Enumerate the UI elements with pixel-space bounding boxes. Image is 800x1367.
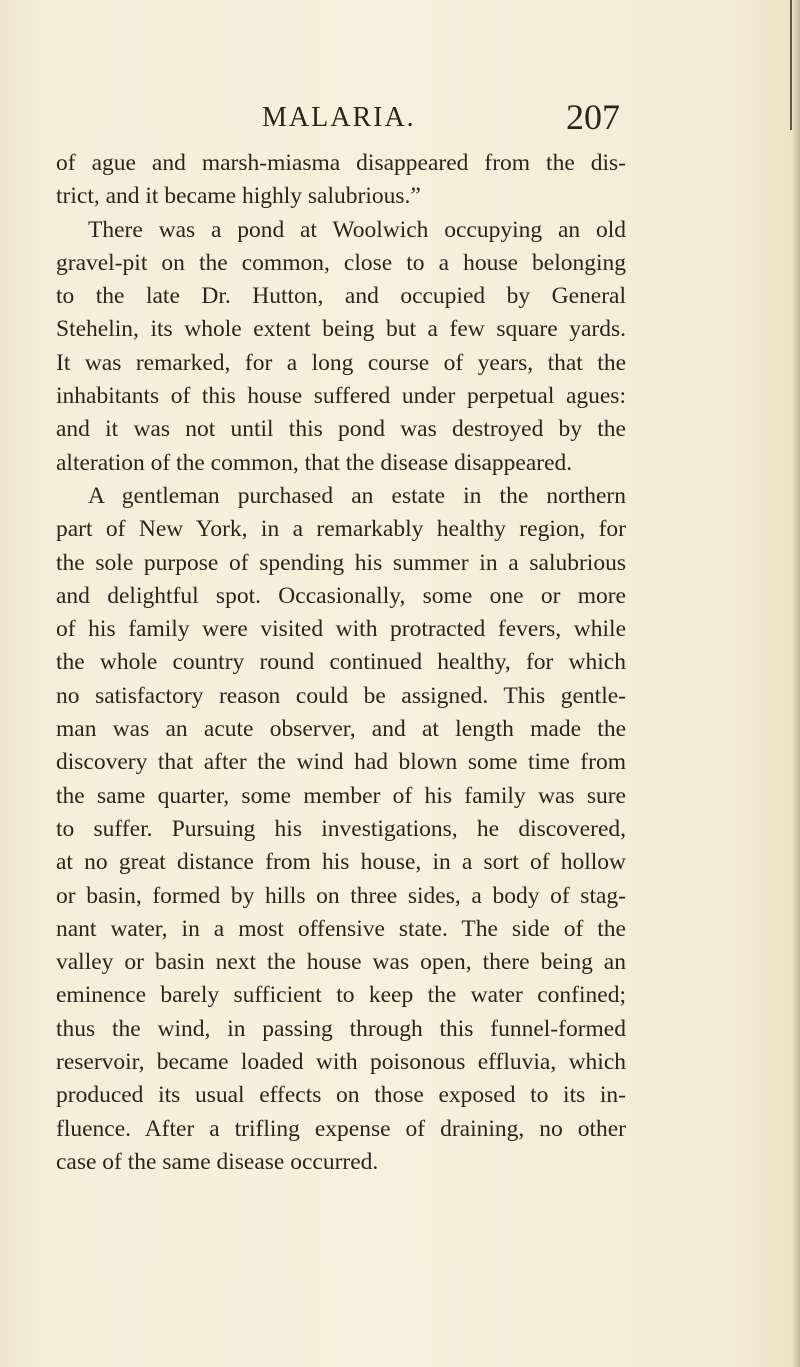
text-line: produced its usual effects on those exposed to its in-: [56, 1082, 626, 1109]
text-line: thus the wind, in passing through this funnel-formed: [56, 1015, 626, 1042]
text-line: Stehelin, its whole extent being but a few square yards.: [56, 316, 626, 343]
page-header: [0, 98, 800, 138]
text-line: case of the same disease occurred.: [56, 1148, 379, 1175]
text-line: reservoir, became loaded with poisonous effluvia, which: [56, 1049, 626, 1076]
text-line: gravel-pit on the common, close to a house belonging: [56, 249, 626, 276]
text-line: It was remarked, for a long course of years, that the: [56, 349, 626, 376]
page-number: 207: [566, 97, 620, 137]
text-line: man was an acute observer, and at length made the: [56, 716, 626, 743]
body-text: [56, 147, 626, 1179]
text-line: eminence barely sufficient to keep the water confined;: [56, 982, 626, 1009]
text-line: no satisfactory reason could be assigned. This gentle-: [56, 682, 626, 709]
text-line: and delightful spot. Occasionally, some one or more: [56, 582, 626, 609]
text-line: part of New York, in a remarkably healthy region, for: [56, 516, 626, 543]
text-line: nant water, in a most offensive state. The side of the: [56, 915, 626, 942]
text-line: and it was not until this pond was destroyed by the: [56, 416, 626, 443]
text-line: valley or basin next the house was open, there being an: [56, 949, 626, 976]
text-line: trict, and it became highly salubrious.”: [56, 183, 421, 210]
text-line: of his family were visited with protracted fevers, while: [56, 616, 626, 643]
text-line: or basin, formed by hills on three sides, a body of stag-: [56, 882, 626, 909]
text-line: to the late Dr. Hutton, and occupied by General: [56, 283, 626, 310]
text-line: the whole country round continued healthy, for which: [56, 649, 626, 676]
text-line: the same quarter, some member of his family was sure: [56, 782, 626, 809]
text-line: of ague and marsh-miasma disappeared from the dis-: [56, 150, 626, 176]
text-line: the sole purpose of spending his summer in a salubrious: [56, 549, 626, 576]
text-line: at no great distance from his house, in a sort of hollow: [56, 849, 626, 876]
text-line: discovery that after the wind had blown some time from: [56, 749, 626, 776]
text-line: alteration of the common, that the disease disappeared.: [56, 449, 573, 476]
text-line: A gentleman purchased an estate in the northern: [88, 482, 626, 509]
text-line: There was a pond at Woolwich occupying an old: [88, 216, 626, 243]
text-line: inhabitants of this house suffered under perpetual agues:: [56, 383, 626, 410]
text-line: fluence. After a trifling expense of draining, no other: [56, 1115, 626, 1142]
running-head: MALARIA.: [262, 102, 416, 133]
page-edge-shadow: [792, 0, 800, 1367]
text-line: to suffer. Pursuing his investigations, he discovered,: [56, 815, 626, 842]
